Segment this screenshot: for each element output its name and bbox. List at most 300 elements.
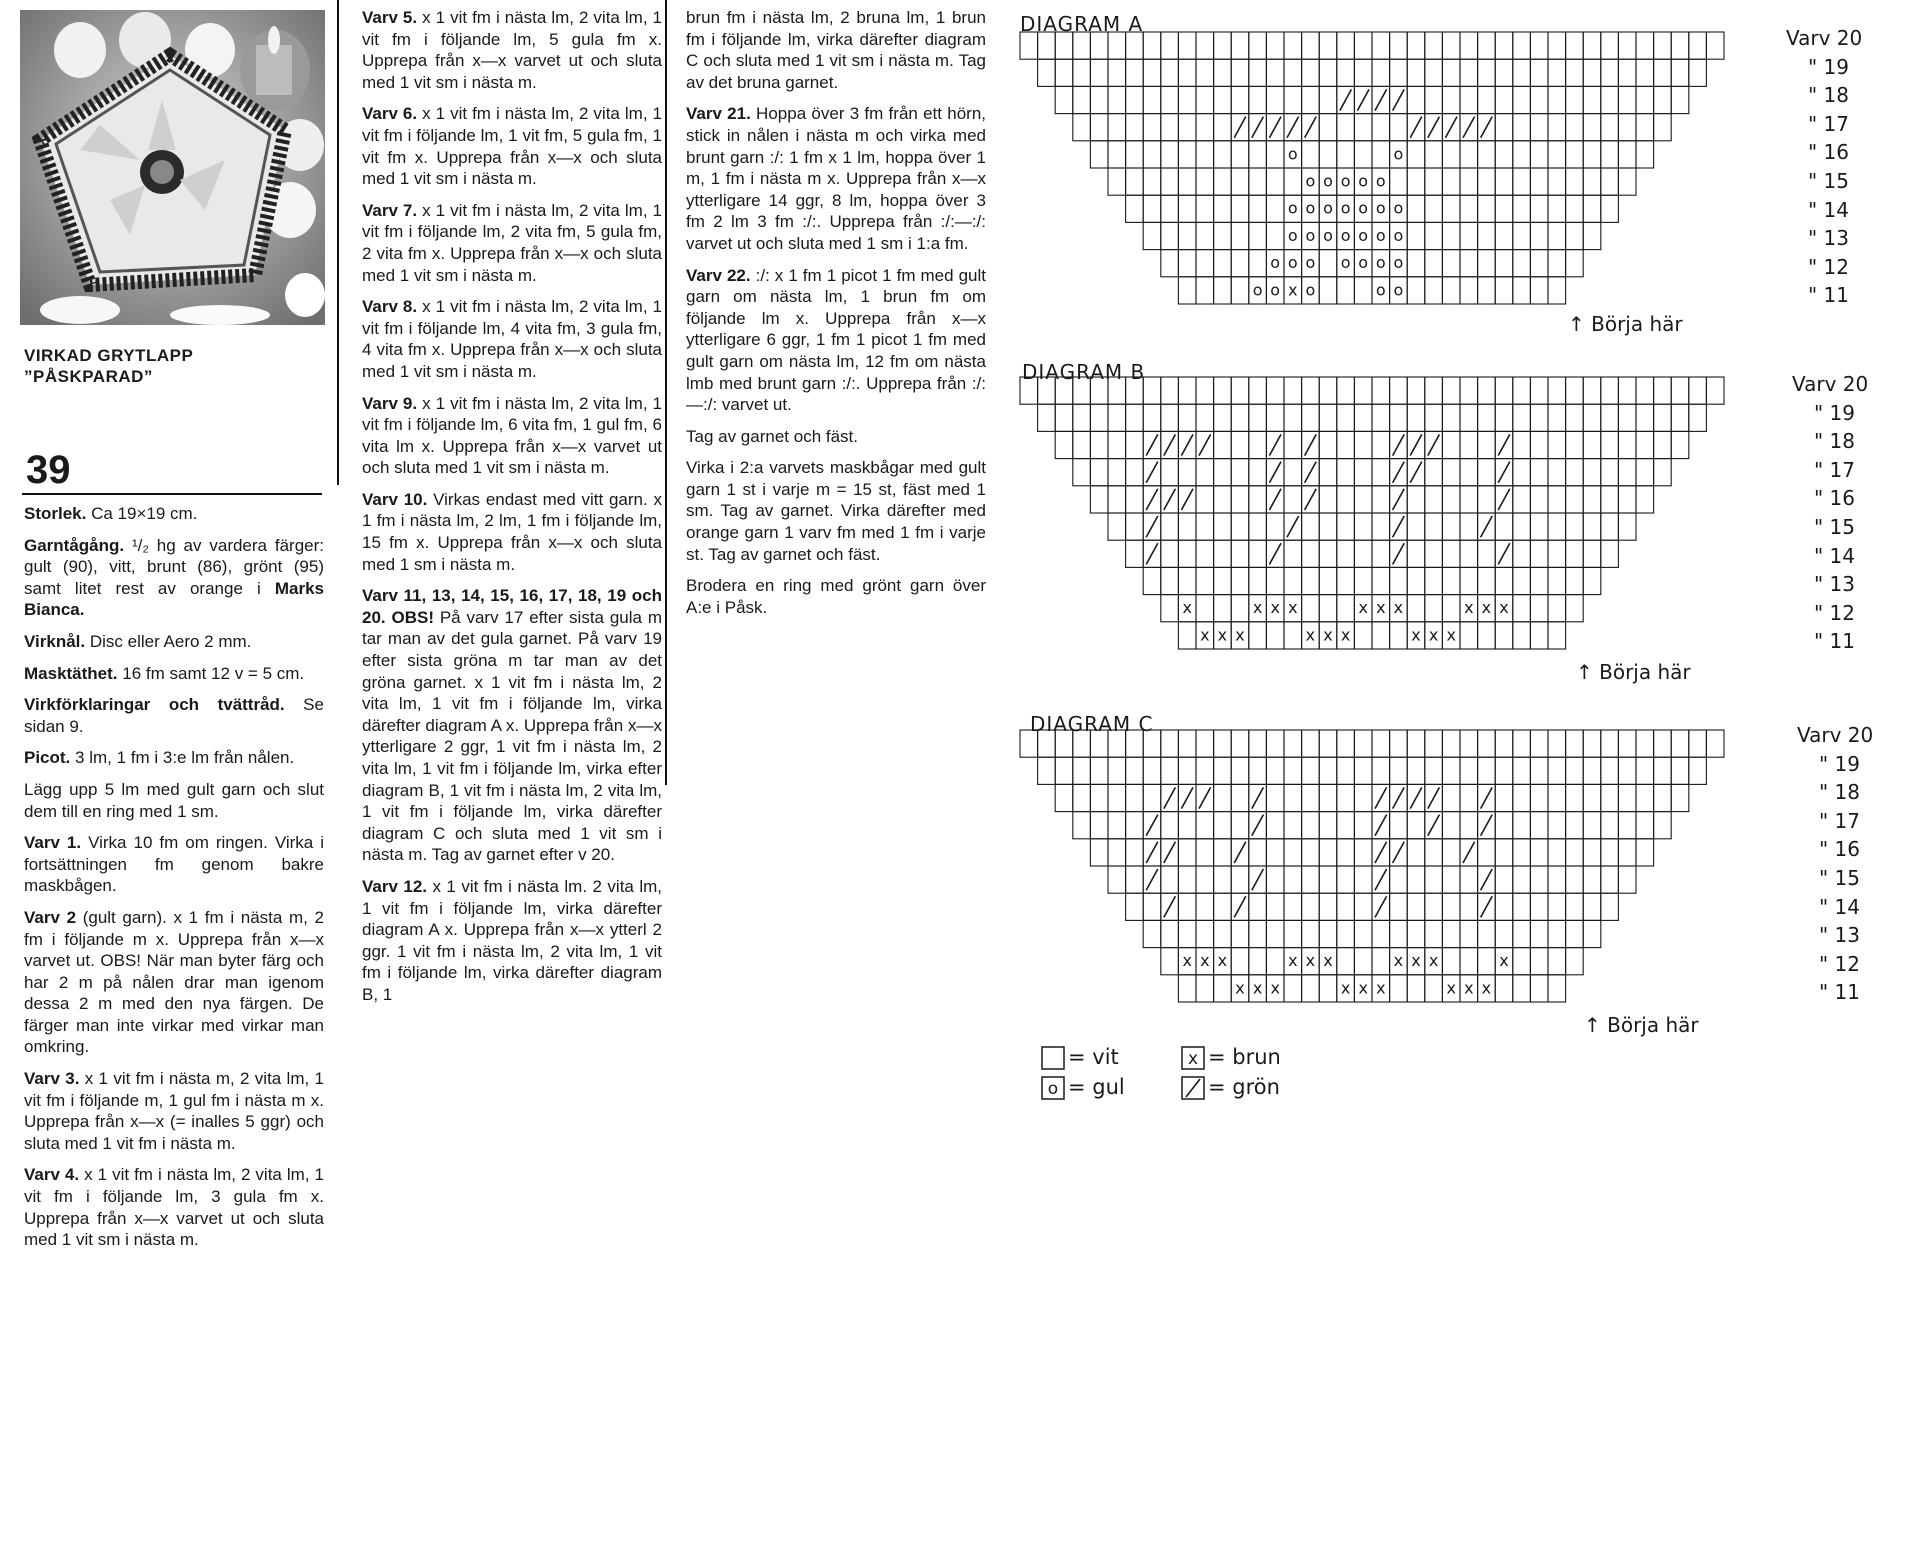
diagram-b-symbol-brun: x [1393, 598, 1404, 618]
diagram-c-symbol-gron [1463, 842, 1475, 863]
diagram-b-cell [1178, 459, 1196, 486]
diagram-b-cell [1231, 513, 1249, 540]
diagram-a-cell [1407, 168, 1425, 195]
diagram-b-cell [1425, 540, 1443, 567]
varv-label: " 18 [1819, 780, 1861, 805]
diagram-a-cell [1583, 59, 1601, 86]
diagram-a-cell [1178, 32, 1196, 59]
diagram-c-cell [1671, 730, 1689, 757]
diagram-b-cell [1284, 622, 1302, 649]
diagram-a-symbol-gul: o [1287, 144, 1298, 164]
diagram-a-cell [1671, 86, 1689, 113]
diagram-a-cell [1231, 141, 1249, 168]
diagram-b-cell [1460, 431, 1478, 458]
diagram-b-symbol-brun: x [1235, 625, 1245, 645]
diagram-b-cell [1354, 459, 1372, 486]
diagram-b-symbol-gron [1498, 489, 1510, 510]
diagram-a-cell [1055, 86, 1073, 113]
diagram-a-cell [1425, 277, 1443, 304]
diagram-a-cell [1478, 222, 1496, 249]
diagram-c-symbol-gron [1146, 842, 1158, 863]
diagram-c-cell [1513, 839, 1531, 866]
diagram-a-cell [1601, 32, 1619, 59]
diagram-b-cell [1530, 622, 1548, 649]
diagram-c-cell [1636, 839, 1654, 866]
diagram-b-cell [1178, 377, 1196, 404]
diagram-c-cell [1302, 839, 1320, 866]
diagram-c-cell [1566, 812, 1584, 839]
diagram-c-cell [1178, 893, 1196, 920]
diagram-b-cell [1038, 377, 1056, 404]
pattern-title [24, 345, 324, 387]
diagram-c-cell [1284, 893, 1302, 920]
diagram-b-symbol-brun: x [1481, 598, 1492, 618]
diagram-c-symbol-brun: x [1200, 951, 1210, 971]
diagram-b-cell [1530, 486, 1548, 513]
diagram-c-cell [1214, 730, 1232, 757]
diagram-c-cell [1407, 975, 1425, 1002]
diagram-a-cell [1478, 195, 1496, 222]
paragraph-text: x 1 vit fm i nästa lm. 2 vita lm, 1 vit fm i följande lm, virka därefter diagram A x. Upprepa från x—x ytterl 2 ggr. 1 vit fm i nästa lm, 2 vita lm, 1 vit fm i följande lm, virka därefter diagram B, 1 [362, 876, 662, 1004]
diagram-b-cell [1407, 567, 1425, 594]
diagram-c-cell [1407, 866, 1425, 893]
diagram-a-cell [1178, 141, 1196, 168]
diagram-c-cell [1654, 812, 1672, 839]
diagram-b-cell [1513, 486, 1531, 513]
diagram-a-cell [1478, 141, 1496, 168]
diagram-b-cell [1618, 431, 1636, 458]
diagram-a-cell [1196, 250, 1214, 277]
diagram-c-cell [1337, 812, 1355, 839]
title-line-1: VIRKAD GRYTLAPP [24, 346, 194, 365]
diagram-b-cell [1460, 404, 1478, 431]
diagram-a-cell [1266, 141, 1284, 168]
diagram-b-symbol-gron [1498, 462, 1510, 483]
diagram-a-cell [1530, 222, 1548, 249]
diagram-c-cell [1090, 757, 1108, 784]
diagram-b-cell [1249, 486, 1267, 513]
diagram-c-cell [1390, 866, 1408, 893]
diagram-c-cell [1566, 893, 1584, 920]
diagram-b-cell [1108, 513, 1126, 540]
diagram-c-cell [1161, 866, 1179, 893]
diagram-b-cell [1548, 486, 1566, 513]
diagram-a-symbol-gul: o [1287, 198, 1298, 218]
diagram-c-symbol-gron [1234, 842, 1246, 863]
diagram-b-cell [1196, 567, 1214, 594]
diagram-c-symbol-brun: x [1340, 978, 1351, 998]
diagram-c-symbol-brun: x [1288, 951, 1298, 971]
varv-label: " 13 [1808, 226, 1850, 251]
diagram-c-cell [1425, 730, 1443, 757]
paragraph-label: Masktäthet. [24, 663, 118, 683]
diagram-a-symbol-gul: o [1358, 225, 1369, 245]
diagram-b-cell [1231, 595, 1249, 622]
diagram-c-cell [1442, 784, 1460, 811]
diagram-c-cell [1583, 920, 1601, 947]
diagram-a-cell [1302, 86, 1320, 113]
diagram-b-cell [1319, 513, 1337, 540]
diagram-b-cell [1108, 431, 1126, 458]
diagram-a-cell [1020, 32, 1038, 59]
diagram-a-cell [1530, 195, 1548, 222]
diagram-c-cell [1442, 920, 1460, 947]
diagram-c-cell [1231, 784, 1249, 811]
diagram-b-cell [1513, 567, 1531, 594]
diagram-b-cell [1249, 431, 1267, 458]
paragraph-text: Disc eller Aero 2 mm. [85, 631, 252, 651]
diagram-c-cell [1530, 757, 1548, 784]
diagram-b-cell [1337, 459, 1355, 486]
diagram-b-cell [1618, 404, 1636, 431]
diagram-a-cell [1601, 114, 1619, 141]
diagram-c-cell [1302, 975, 1320, 1002]
diagram-b-cell [1284, 540, 1302, 567]
diagram-a-symbol-gul: o [1305, 253, 1316, 273]
diagram-c-cell [1425, 920, 1443, 947]
diagram-a-cell [1566, 222, 1584, 249]
diagram-c-cell [1161, 757, 1179, 784]
diagram-a-cell [1583, 195, 1601, 222]
diagram-c-symbol-brun: x [1235, 978, 1245, 998]
diagram-b-start-label: ↑ Börja här [1576, 660, 1691, 684]
diagram-b-cell [1372, 377, 1390, 404]
diagram-c-cell [1601, 812, 1619, 839]
diagram-a-symbol-gron [1357, 89, 1369, 110]
diagram-b-cell [1302, 567, 1320, 594]
paragraph-text: x 1 vit fm i nästa lm, 2 vita lm, 1 vit fm i följande lm, 6 vita fm, 1 gul fm, 6 vita lm x. Upprepa från x—x varvet ut och sluta med 1 vit sm i nästa m. [362, 393, 663, 478]
diagram-a-cell [1425, 86, 1443, 113]
diagram-a-cell [1478, 86, 1496, 113]
diagram-c-cell [1566, 866, 1584, 893]
varv-label: " 11 [1819, 980, 1861, 1005]
diagram-c-cell [1302, 730, 1320, 757]
diagram-c-cell [1478, 757, 1496, 784]
diagram-c-cell [1460, 784, 1478, 811]
diagram-b-symbol-gron [1305, 489, 1317, 510]
header-rule [22, 493, 322, 495]
diagram-a-cell [1055, 32, 1073, 59]
diagram-a-cell [1390, 168, 1408, 195]
diagram-b-cell [1425, 377, 1443, 404]
diagram-b-cell [1354, 431, 1372, 458]
diagram-b-cell [1495, 567, 1513, 594]
diagram-b-cell [1390, 622, 1408, 649]
diagram-a-cell [1390, 59, 1408, 86]
diagram-c-cell [1460, 948, 1478, 975]
diagram-a-cell [1460, 59, 1478, 86]
diagram-a-cell [1249, 86, 1267, 113]
diagram-c-cell [1319, 893, 1337, 920]
diagram-c-cell [1178, 812, 1196, 839]
diagram-a-cell [1337, 277, 1355, 304]
diagram-a-cell [1407, 141, 1425, 168]
diagram-b-cell [1583, 513, 1601, 540]
col1-paragraph [24, 663, 324, 685]
diagram-a-symbol-gul: o [1375, 225, 1386, 245]
diagram-b-cell [1478, 377, 1496, 404]
diagram-a-cell [1249, 59, 1267, 86]
diagram-a-cell [1495, 168, 1513, 195]
paragraph-label: Varv 12. [362, 876, 428, 896]
diagram-a-cell [1390, 114, 1408, 141]
diagram-b-cell [1478, 567, 1496, 594]
diagram-a-cell [1354, 277, 1372, 304]
diagram-a-cell [1636, 114, 1654, 141]
diagram-c-cell [1530, 975, 1548, 1002]
diagram-b-cell [1689, 377, 1707, 404]
diagram-a-cell [1231, 59, 1249, 86]
col3-paragraph [686, 265, 986, 416]
col2-paragraph [362, 585, 662, 866]
diagram-b-cell [1266, 404, 1284, 431]
diagram-c-symbol-gron [1410, 787, 1422, 808]
diagram-c-cell [1178, 866, 1196, 893]
diagram-a-cell [1214, 277, 1232, 304]
diagram-a-cell [1618, 32, 1636, 59]
diagram-c-cell [1126, 866, 1144, 893]
diagram-b-cell [1548, 404, 1566, 431]
diagram-a-cell [1249, 195, 1267, 222]
diagram-b-cell [1478, 459, 1496, 486]
varv-label: Varv 20 [1797, 723, 1874, 747]
diagram-b-cell [1319, 431, 1337, 458]
diagram-c-symbol-brun: x [1376, 978, 1386, 998]
diagram-c-cell [1636, 730, 1654, 757]
diagram-c-cell [1196, 812, 1214, 839]
diagram-a-cell [1495, 222, 1513, 249]
paragraph-text: Lägg upp 5 lm med gult garn och slut dem till en ring med 1 sm. [24, 779, 324, 821]
diagram-c-cell [1530, 730, 1548, 757]
diagram-c-cell [1425, 893, 1443, 920]
diagram-a-cell [1460, 168, 1478, 195]
diagram-c-cell [1495, 730, 1513, 757]
diagram-c-cell [1706, 730, 1724, 757]
diagram-b-cell [1530, 459, 1548, 486]
diagram-a-cell [1654, 59, 1672, 86]
diagram-b-symbol-brun: x [1270, 598, 1280, 618]
legend-vit-label: = vit [1068, 1045, 1119, 1069]
diagram-b-cell [1583, 567, 1601, 594]
col2-paragraph [362, 489, 662, 575]
diagram-a-cell [1548, 59, 1566, 86]
diagram-a-cell [1530, 168, 1548, 195]
diagram-b-cell [1425, 459, 1443, 486]
diagram-b-cell [1566, 459, 1584, 486]
diagram-b-cell [1566, 540, 1584, 567]
paragraph-label: Varv 4. [24, 1165, 80, 1185]
diagram-c-cell [1495, 975, 1513, 1002]
diagram-b-cell [1460, 540, 1478, 567]
diagram-b-cell [1460, 377, 1478, 404]
diagram-c-cell [1090, 812, 1108, 839]
diagram-b-cell [1337, 540, 1355, 567]
diagram-a-cell [1214, 32, 1232, 59]
diagram-a-cell [1618, 141, 1636, 168]
diagram-b-symbol-brun: x [1200, 625, 1210, 645]
col1-paragraph [24, 747, 324, 769]
paragraph-label: Garntågång. [24, 535, 125, 555]
diagram-c-cell [1513, 730, 1531, 757]
diagram-b-cell [1425, 513, 1443, 540]
diagram-b-cell [1460, 513, 1478, 540]
diagram-b-symbol-gron [1146, 516, 1158, 537]
diagram-b-cell [1407, 513, 1425, 540]
diagram-a-cell [1090, 32, 1108, 59]
diagram-b-cell [1143, 404, 1161, 431]
diagram-c-cell [1583, 866, 1601, 893]
diagram-a-cell [1161, 59, 1179, 86]
diagram-c-cell [1530, 866, 1548, 893]
diagram-a-cell [1530, 32, 1548, 59]
diagram-c-cell [1214, 975, 1232, 1002]
paragraph-text: Brodera en ring med grönt garn över A:e i Påsk. [686, 576, 986, 617]
diagram-b-symbol-brun: x [1217, 625, 1228, 645]
diagram-c-symbol-brun: x [1411, 951, 1421, 971]
diagram-b-symbol-brun: x [1376, 598, 1386, 618]
diagram-a-cell [1478, 59, 1496, 86]
diagram-c-cell [1372, 730, 1390, 757]
diagram-b-cell [1372, 486, 1390, 513]
paragraph-text: x 1 vit fm i nästa lm, 2 vita lm, 1 vit fm i följande lm, 2 vita fm, 5 gula fm, 2 vita fm x. Upprepa från x—x och sluta med 1 vit sm i nästa m. [362, 200, 663, 285]
diagram-a-symbol-gul: o [1287, 253, 1298, 273]
diagram-a-cell [1038, 59, 1056, 86]
diagram-b-cell [1372, 459, 1390, 486]
diagram-a-symbol-gron [1269, 117, 1281, 138]
varv-label: " 16 [1814, 486, 1856, 511]
diagram-c-cell [1495, 839, 1513, 866]
diagram-b-cell [1196, 540, 1214, 567]
diagram-c-symbol-gron [1481, 787, 1493, 808]
diagram-c-cell [1249, 730, 1267, 757]
diagram-b-cell [1196, 459, 1214, 486]
diagram-b-cell [1548, 540, 1566, 567]
diagram-b-cell [1548, 513, 1566, 540]
diagram-c-cell [1108, 784, 1126, 811]
diagram-b-symbol-gron [1393, 434, 1405, 455]
diagram-c-cell [1513, 812, 1531, 839]
diagram-b-cell [1249, 513, 1267, 540]
diagram-c-cell [1583, 784, 1601, 811]
diagram-b-cell [1126, 486, 1144, 513]
diagram-b-cell [1214, 567, 1232, 594]
diagram-c-cell [1319, 975, 1337, 1002]
diagram-a-symbol-gul: o [1270, 280, 1281, 300]
diagram-b-cell [1214, 431, 1232, 458]
diagram-b-cell [1143, 567, 1161, 594]
diagram-a-symbol-gul: o [1340, 198, 1351, 218]
diagram-c-cell [1495, 784, 1513, 811]
varv-label: " 12 [1814, 600, 1856, 625]
diagram-b-cell [1460, 622, 1478, 649]
diagram-b-cell [1319, 459, 1337, 486]
diagram-b-cell [1618, 486, 1636, 513]
diagram-c-cell [1161, 812, 1179, 839]
diagram-a-symbol-gron [1428, 117, 1440, 138]
diagram-c-cell [1266, 920, 1284, 947]
diagram-c-symbol-brun: x [1270, 978, 1280, 998]
diagram-b-cell [1214, 377, 1232, 404]
diagram-c-cell [1654, 757, 1672, 784]
paragraph-label: Varv 7. [362, 200, 418, 220]
diagram-a-cell [1038, 32, 1056, 59]
diagram-c-cell [1442, 866, 1460, 893]
diagram-c-cell [1161, 730, 1179, 757]
diagram-c-cell [1530, 784, 1548, 811]
diagram-a-cell [1495, 32, 1513, 59]
diagram-b-cell [1073, 404, 1091, 431]
diagram-b-cell [1548, 622, 1566, 649]
diagram-a-cell [1161, 86, 1179, 113]
diagram-b-cell [1442, 540, 1460, 567]
diagram-c-symbol-brun: x [1323, 951, 1333, 971]
diagram-a-symbol-gul: o [1305, 171, 1316, 191]
diagram-a-cell [1161, 250, 1179, 277]
diagram-a-cell [1319, 114, 1337, 141]
diagram-c-cell [1513, 893, 1531, 920]
diagram-a-cell [1372, 32, 1390, 59]
diagram-b-cell [1178, 622, 1196, 649]
diagram-c-cell [1566, 757, 1584, 784]
diagram-c-cell [1302, 893, 1320, 920]
diagram-a-cell [1636, 141, 1654, 168]
diagram-c-symbol-gron [1428, 787, 1440, 808]
diagram-a-cell [1478, 168, 1496, 195]
diagram-a-cell [1231, 222, 1249, 249]
diagram-c-cell [1302, 812, 1320, 839]
diagram-a-cell [1196, 86, 1214, 113]
col3-paragraph [686, 457, 986, 565]
diagram-b-cell [1161, 513, 1179, 540]
diagram-b-cell [1337, 486, 1355, 513]
diagram-c-cell [1143, 730, 1161, 757]
diagram-c-symbol-brun: x [1464, 978, 1474, 998]
diagram-b-cell [1266, 377, 1284, 404]
diagram-a-cell [1460, 32, 1478, 59]
diagram-a-cell [1231, 86, 1249, 113]
diagram-b-cell [1513, 431, 1531, 458]
diagram-b-cell [1108, 486, 1126, 513]
diagram-b-symbol-gron [1269, 489, 1281, 510]
diagram-b-cell [1530, 513, 1548, 540]
diagram-c-cell [1196, 839, 1214, 866]
diagram-c-cell [1390, 812, 1408, 839]
diagram-a-cell [1618, 168, 1636, 195]
paragraph-text: På varv 17 efter sista gula m tar man av det gula garnet. På varv 19 efter sista gröna m tar man av det gröna garnet. x 1 vit fm i nästa lm, 2 vita lm, 1 vit fm i följande lm, virka därefter diagram A x. Upprepa från x—x ytterligare 2 ggr, 1 vit fm i nästa lm, 2 vita lm, 1 vit fm i följande lm, virka efter diagram B, 1 vit fm i nästa lm, 2 vita lm, 1 vit fm i följande lm, virka därefter diagram C och sluta med 1 vit sm i nästa m. Tag av garnet efter v 20. [362, 607, 662, 865]
diagram-b-cell [1566, 513, 1584, 540]
diagram-b-cell [1354, 513, 1372, 540]
varv-label: " 19 [1808, 54, 1850, 79]
diagram-a-cell [1214, 195, 1232, 222]
diagram-a-cell [1407, 59, 1425, 86]
paragraph-label: Varv 11, 13, 14, 15, 16, 17, 18, 19 och 20. OBS! [362, 586, 662, 627]
diagram-c-cell [1337, 757, 1355, 784]
diagram-b-cell [1407, 404, 1425, 431]
diagram-c-symbol-gron [1181, 787, 1193, 808]
diagram-a-cell [1442, 222, 1460, 249]
diagram-a-cell [1460, 86, 1478, 113]
diagram-c-cell [1073, 784, 1091, 811]
diagram-a-cell [1407, 250, 1425, 277]
diagram-a-cell [1548, 195, 1566, 222]
diagram-b-cell [1513, 459, 1531, 486]
diagram-c-cell [1513, 866, 1531, 893]
diagram-b-cell [1337, 404, 1355, 431]
diagram-c-cell [1337, 893, 1355, 920]
varv-label: " 18 [1808, 83, 1850, 108]
diagram-b-cell [1231, 404, 1249, 431]
diagram-a-cell [1337, 32, 1355, 59]
